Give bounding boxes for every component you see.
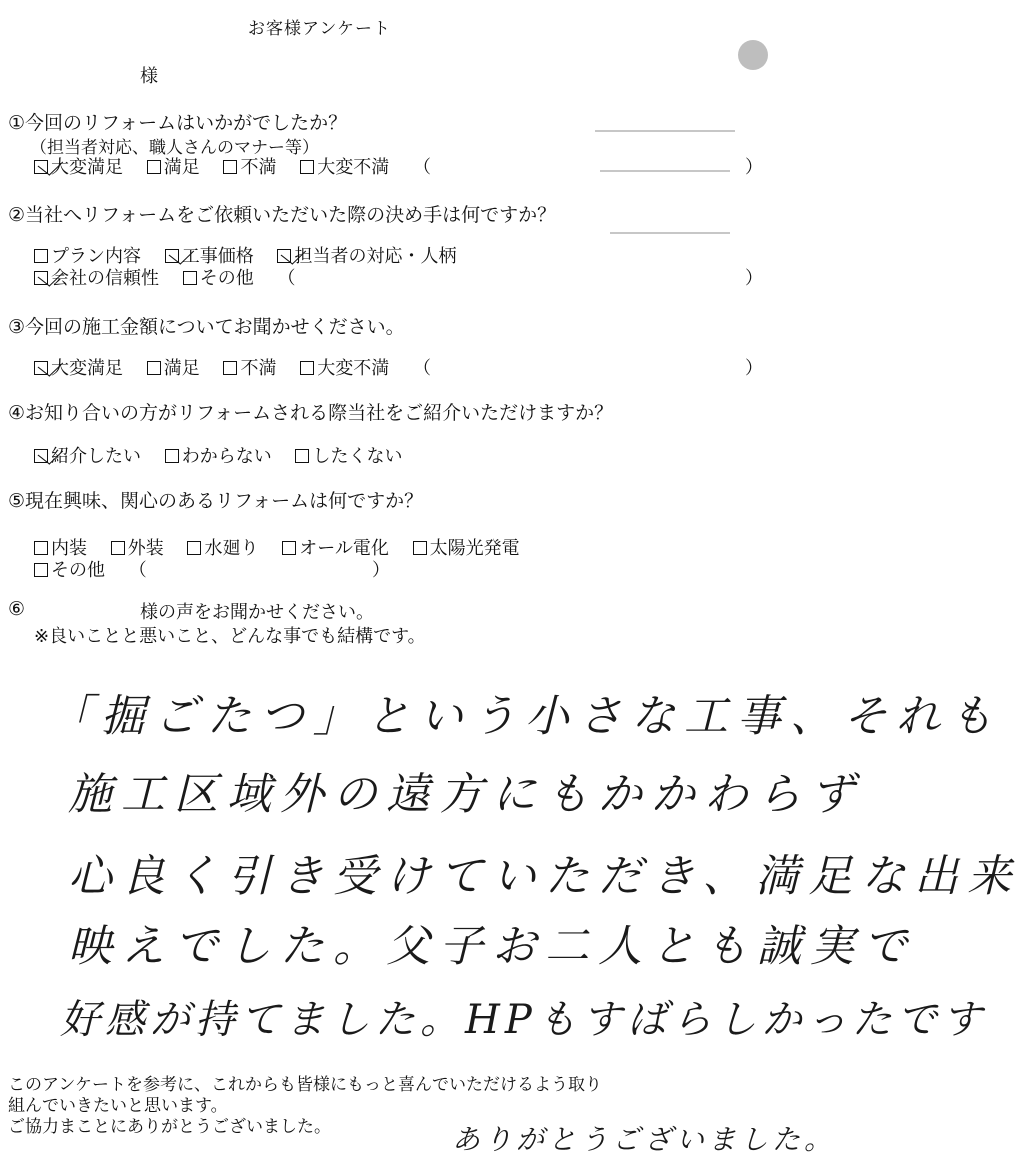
option-label: 水廻り bbox=[204, 538, 259, 559]
option-checkbox[interactable] bbox=[223, 354, 276, 380]
checkbox-icon bbox=[223, 160, 237, 174]
option-checkbox[interactable] bbox=[34, 264, 159, 290]
question-2: ②当社へリフォームをご依頼いただいた際の決め手は何ですか？ bbox=[8, 204, 557, 226]
option-checkbox[interactable] bbox=[34, 153, 123, 179]
option-checkbox[interactable] bbox=[413, 534, 520, 560]
checkbox-icon bbox=[300, 160, 314, 174]
footer-line: このアンケートを参考に、これからも皆様にもっと喜んでいただけるよう取り bbox=[8, 1075, 602, 1095]
question-4: ④お知り合いの方がリフォームされる際当社をご紹介いただけますか？ bbox=[8, 402, 614, 424]
checkbox-icon bbox=[111, 541, 125, 555]
checkbox-icon bbox=[147, 160, 161, 174]
checkbox-checked-icon bbox=[34, 361, 48, 375]
footer-line: 組んでいきたいと思います。 bbox=[8, 1096, 228, 1116]
scan-mark bbox=[738, 40, 768, 70]
option-checkbox[interactable] bbox=[34, 442, 141, 468]
handwritten-line: 心良く引き受けていただき、満足な出来 bbox=[68, 851, 1020, 902]
question-2-options-row2 bbox=[34, 264, 295, 290]
paren-close: ） bbox=[745, 358, 763, 379]
option-checkbox[interactable] bbox=[147, 153, 200, 179]
checkbox-icon bbox=[300, 361, 314, 375]
option-checkbox[interactable] bbox=[165, 442, 272, 468]
question-5-options-row2 bbox=[34, 556, 147, 582]
paren-open: （ bbox=[412, 358, 431, 379]
checkbox-icon bbox=[282, 541, 296, 555]
checkbox-checked-icon bbox=[277, 249, 291, 263]
option-label: 大変不満 bbox=[317, 358, 390, 379]
question-3: ③今回の施工金額についてお聞かせください。 bbox=[8, 316, 405, 338]
paren-open: （ bbox=[277, 268, 296, 289]
question-4-options bbox=[34, 442, 420, 468]
option-label: 満足 bbox=[163, 358, 200, 379]
option-label: オール電化 bbox=[299, 538, 389, 559]
question-1: ①今回のリフォームはいかがでしたか？ bbox=[8, 112, 348, 134]
option-label: プラン内容 bbox=[51, 246, 141, 267]
handwritten-line: 「掘ごたつ」という小さな工事、それも bbox=[48, 691, 1002, 742]
question-6-note: ※良いことと悪いこと、どんな事でも結構です。 bbox=[34, 626, 426, 647]
option-checkbox[interactable] bbox=[34, 556, 105, 582]
option-label: 大変満足 bbox=[51, 157, 123, 178]
option-label: 担当者の対応・人柄 bbox=[294, 246, 457, 267]
checkbox-icon bbox=[34, 541, 48, 555]
option-checkbox[interactable] bbox=[223, 153, 276, 179]
paren-close: ） bbox=[745, 268, 763, 289]
handwritten-line: 好感が持てました。HPもすばらしかったです bbox=[60, 997, 987, 1043]
option-label: その他 bbox=[51, 560, 105, 581]
option-label: 太陽光発電 bbox=[429, 538, 520, 559]
option-checkbox[interactable] bbox=[147, 354, 200, 380]
option-label: 不満 bbox=[240, 358, 277, 379]
option-label: その他 bbox=[199, 268, 254, 289]
checkbox-icon bbox=[34, 563, 48, 577]
handwritten-thanks: ありがとうございました。 bbox=[452, 1123, 837, 1156]
option-checkbox[interactable] bbox=[34, 354, 123, 380]
option-checkbox[interactable] bbox=[277, 242, 456, 268]
option-checkbox[interactable] bbox=[187, 534, 258, 560]
checkbox-checked-icon bbox=[34, 271, 48, 285]
question-5: ⑤現在興味、関心のあるリフォームは何ですか？ bbox=[8, 490, 424, 512]
paren-close: ） bbox=[745, 157, 763, 178]
option-label: 工事価格 bbox=[181, 246, 254, 267]
option-label: 外装 bbox=[127, 538, 164, 559]
paren-close: ） bbox=[372, 560, 390, 581]
option-label: 内装 bbox=[51, 538, 87, 559]
checkbox-icon bbox=[223, 361, 237, 375]
question-6: 様の声をお聞かせください。 bbox=[140, 602, 374, 623]
customer-salutation: 様 bbox=[140, 66, 158, 87]
question-1-sub: （担当者対応、職人さんのマナー等） bbox=[30, 138, 319, 158]
checkbox-icon bbox=[413, 541, 427, 555]
option-label: 大変満足 bbox=[51, 358, 123, 379]
option-label: 大変不満 bbox=[317, 157, 390, 178]
option-label: わからない bbox=[181, 446, 272, 467]
handwritten-line: 映えでした。父子お二人とも誠実で bbox=[68, 921, 916, 972]
checkbox-icon bbox=[165, 449, 179, 463]
checkbox-icon bbox=[187, 541, 201, 555]
option-label: 不満 bbox=[240, 157, 277, 178]
checkbox-icon bbox=[183, 271, 197, 285]
handwritten-line: 施工区域外の遠方にもかかわらず bbox=[68, 769, 863, 820]
paren-open: （ bbox=[412, 157, 431, 178]
option-label: 紹介したい bbox=[51, 446, 141, 467]
checkbox-icon bbox=[147, 361, 161, 375]
scan-mark bbox=[600, 170, 730, 172]
footer-line: ご協力まことにありがとうございました。 bbox=[8, 1117, 331, 1137]
checkbox-checked-icon bbox=[34, 160, 48, 174]
scan-mark bbox=[610, 232, 730, 234]
checkbox-checked-icon bbox=[165, 249, 179, 263]
paren-open: （ bbox=[128, 560, 147, 581]
survey-title: お客様アンケート bbox=[248, 19, 391, 39]
option-label: したくない bbox=[312, 446, 403, 467]
question-6-number: ⑥ bbox=[8, 598, 26, 620]
option-checkbox[interactable] bbox=[295, 442, 402, 468]
checkbox-icon bbox=[295, 449, 309, 463]
scan-mark bbox=[595, 130, 735, 132]
option-checkbox[interactable] bbox=[300, 153, 389, 179]
option-label: 満足 bbox=[163, 157, 200, 178]
option-label: 会社の信頼性 bbox=[51, 268, 159, 289]
option-checkbox[interactable] bbox=[183, 264, 254, 290]
option-checkbox[interactable] bbox=[300, 354, 389, 380]
question-1-options bbox=[34, 153, 431, 179]
question-3-options bbox=[34, 354, 431, 380]
checkbox-icon bbox=[34, 249, 48, 263]
checkbox-checked-icon bbox=[34, 449, 48, 463]
